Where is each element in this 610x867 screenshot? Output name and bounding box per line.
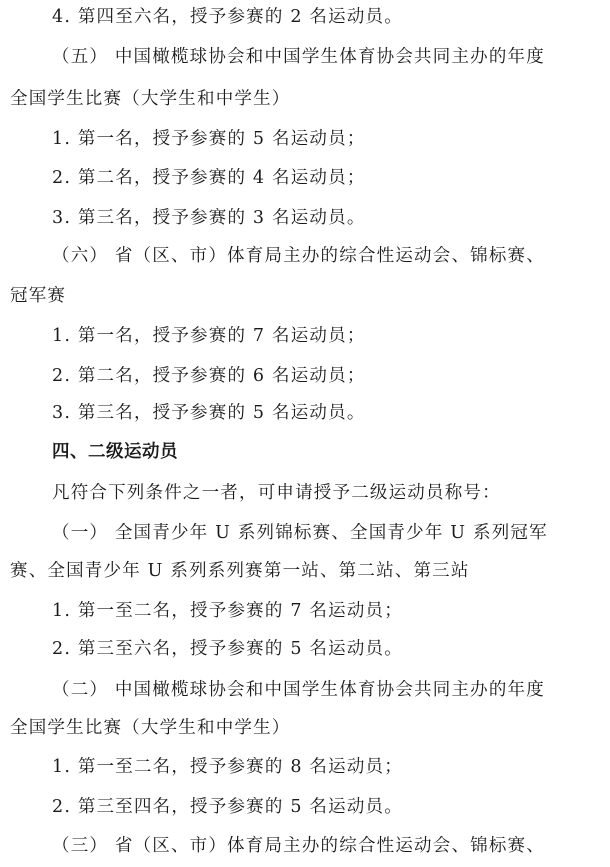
item-line: 4. 第四至六名，授予参赛的 2 名运动员。 [52, 7, 403, 27]
continuation-line: 全国学生比赛（大学生和中学生） [10, 718, 291, 738]
continuation-line: 全国学生比赛（大学生和中学生） [10, 89, 291, 109]
item-line: 3. 第三名，授予参赛的 5 名运动员。 [52, 403, 366, 423]
paragraph-line: 凡符合下列条件之一者，可申请授予二级运动员称号： [52, 483, 501, 503]
item-line: 2. 第二名，授予参赛的 4 名运动员； [52, 168, 366, 188]
item-line: 1. 第一至二名，授予参赛的 8 名运动员； [52, 757, 403, 777]
item-line: 1. 第一名，授予参赛的 5 名运动员； [52, 129, 366, 149]
section-item-line: （五） 中国橄榄球协会和中国学生体育协会共同主办的年度 [52, 47, 545, 67]
continuation-line: 赛、全国青少年 U 系列系列赛第一站、第二站、第三站 [10, 561, 470, 581]
item-line: 2. 第三至六名，授予参赛的 5 名运动员。 [52, 639, 403, 659]
item-line: 1. 第一名，授予参赛的 7 名运动员； [52, 326, 366, 346]
continuation-line: 冠军赛 [10, 286, 67, 306]
item-line: 1. 第一至二名，授予参赛的 7 名运动员； [52, 601, 403, 621]
item-line: 2. 第二名，授予参赛的 6 名运动员； [52, 366, 366, 386]
item-line: 2. 第三至四名，授予参赛的 5 名运动员。 [52, 797, 403, 817]
section-item-line: （二） 中国橄榄球协会和中国学生体育协会共同主办的年度 [52, 680, 545, 700]
section-item-line: （六） 省（区、市）体育局主办的综合性运动会、锦标赛、 [52, 246, 545, 266]
section-item-line: （一） 全国青少年 U 系列锦标赛、全国青少年 U 系列冠军 [52, 523, 548, 543]
item-line: 3. 第三名，授予参赛的 3 名运动员。 [52, 208, 366, 228]
section-heading: 四、二级运动员 [52, 442, 178, 462]
section-item-line: （三） 省（区、市）体育局主办的综合性运动会、锦标赛、 [52, 836, 545, 856]
